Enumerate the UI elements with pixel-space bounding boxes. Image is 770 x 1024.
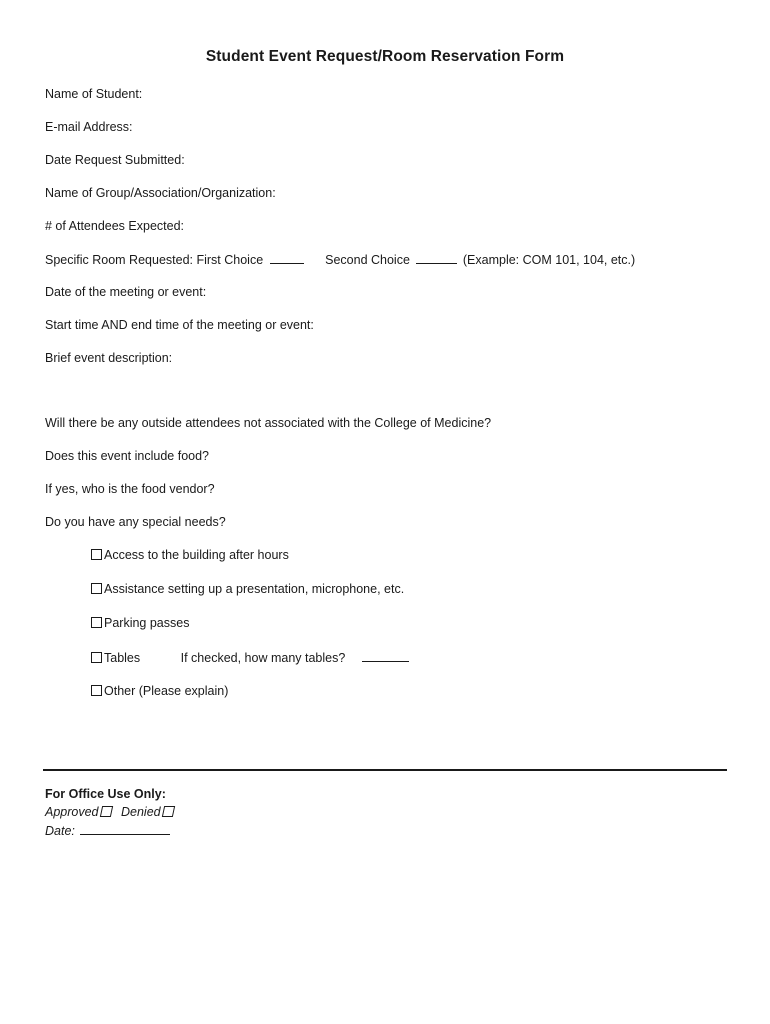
office-date-row xyxy=(45,823,170,838)
office-date-label: Date: xyxy=(45,824,75,838)
option-after-hours[interactable] xyxy=(91,548,289,562)
checkbox-icon[interactable] xyxy=(91,549,102,560)
food-vendor-label: If yes, who is the food vendor? xyxy=(45,482,215,496)
checkbox-icon[interactable] xyxy=(91,617,102,628)
option-other-label: Other (Please explain) xyxy=(104,684,229,698)
event-date-label: Date of the meeting or event: xyxy=(45,285,207,299)
section-divider xyxy=(43,769,727,771)
office-date-blank[interactable] xyxy=(80,823,170,835)
form-title: Student Event Request/Room Reservation Form xyxy=(205,48,565,65)
option-tables-label: Tables xyxy=(104,651,141,665)
option-tables[interactable] xyxy=(91,650,409,665)
group-name-label: Name of Group/Association/Organization: xyxy=(45,186,276,200)
first-choice-blank[interactable] xyxy=(270,252,304,264)
room-first-choice-label: Specific Room Requested: First Choice xyxy=(45,253,264,267)
option-assistance[interactable] xyxy=(91,582,404,596)
checkbox-icon[interactable] xyxy=(91,652,102,663)
option-parking-label: Parking passes xyxy=(104,616,190,630)
email-label: E-mail Address: xyxy=(45,120,133,134)
second-choice-blank[interactable] xyxy=(416,252,457,264)
room-second-choice-label: Second Choice xyxy=(325,253,410,267)
special-needs-label: Do you have any special needs? xyxy=(45,515,226,529)
option-assistance-label: Assistance setting up a presentation, microphone, etc. xyxy=(104,582,405,596)
approved-label: Approved xyxy=(45,805,99,819)
outside-attendees-label: Will there be any outside attendees not associated with the College of Medicine? xyxy=(45,416,492,430)
checkbox-icon[interactable] xyxy=(91,685,102,696)
office-status-row xyxy=(45,805,174,819)
office-use-heading: For Office Use Only: xyxy=(45,787,166,801)
option-other[interactable] xyxy=(91,684,228,698)
attendees-label: # of Attendees Expected: xyxy=(45,219,184,233)
tables-count-blank[interactable] xyxy=(362,650,409,662)
description-label: Brief event description: xyxy=(45,351,173,365)
room-request-row xyxy=(45,252,635,267)
denied-label: Denied xyxy=(121,805,161,819)
option-after-hours-label: Access to the building after hours xyxy=(104,548,289,562)
event-time-label: Start time AND end time of the meeting or event: xyxy=(45,318,314,332)
date-submitted-label: Date Request Submitted: xyxy=(45,153,185,167)
approved-checkbox-icon[interactable] xyxy=(99,806,112,817)
food-label: Does this event include food? xyxy=(45,449,209,463)
denied-checkbox-icon[interactable] xyxy=(161,806,174,817)
student-name-label: Name of Student: xyxy=(45,87,143,101)
tables-count-label: If checked, how many tables? xyxy=(180,651,346,665)
checkbox-icon[interactable] xyxy=(91,583,102,594)
room-example-text: (Example: COM 101, 104, etc.) xyxy=(462,253,636,267)
option-parking[interactable] xyxy=(91,616,189,630)
